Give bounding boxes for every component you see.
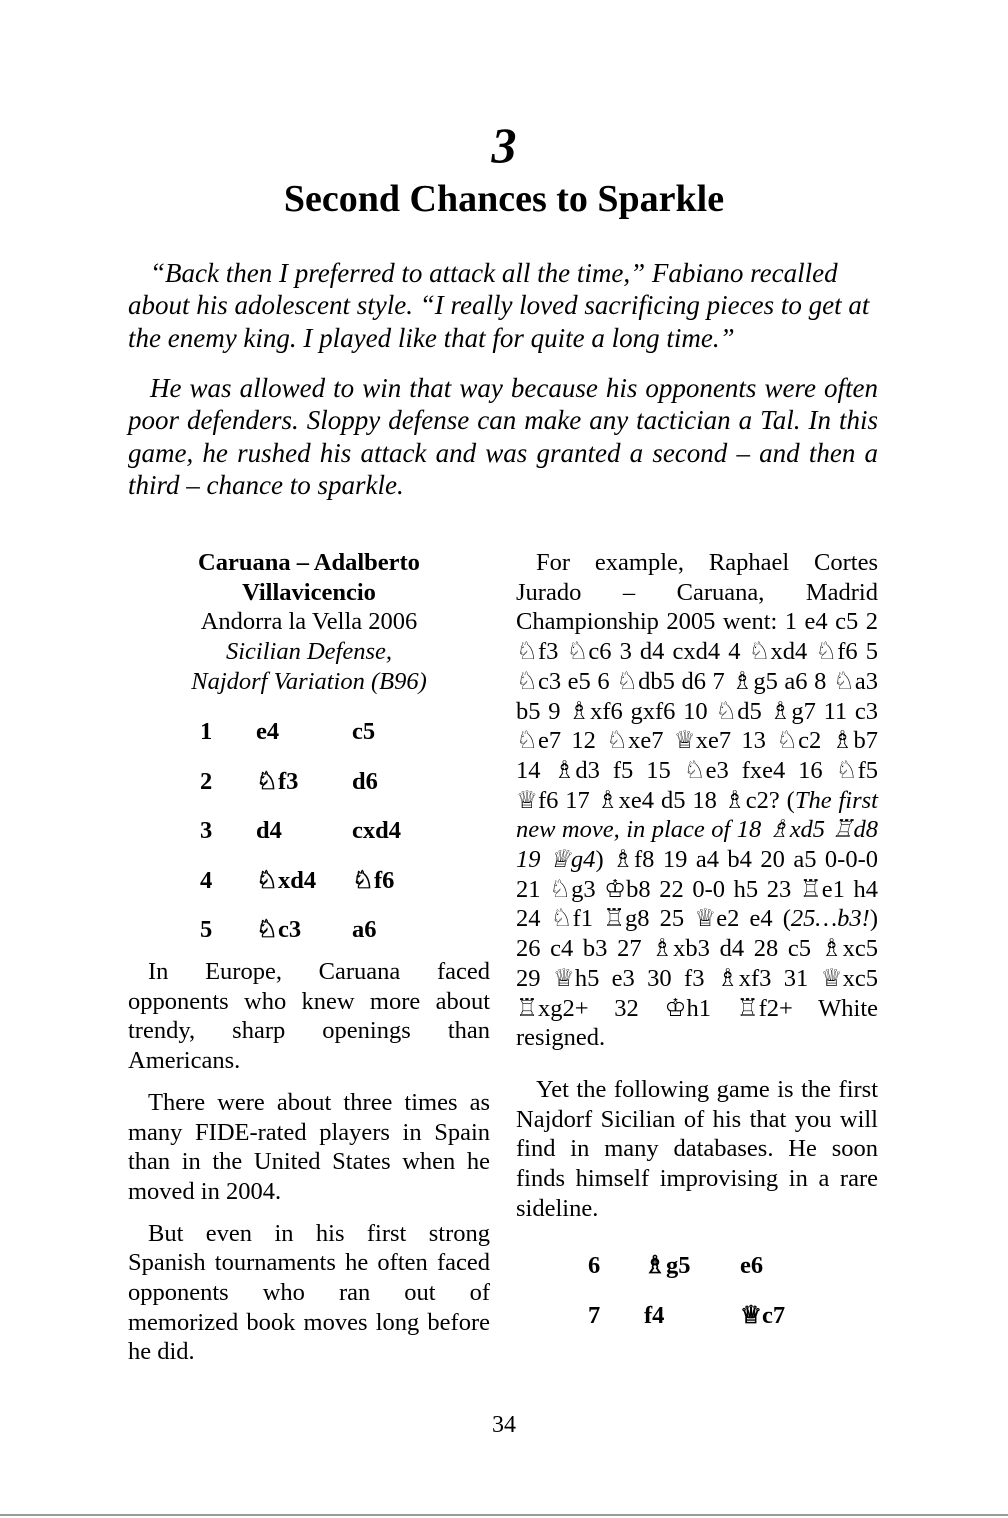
intro-commentary bbox=[128, 372, 878, 501]
white-move: f4 bbox=[644, 1301, 665, 1329]
game-header bbox=[128, 548, 490, 697]
move-row bbox=[200, 856, 401, 906]
example-text-3: ) 26 c4 b3 27 ♗xb3 d4 28 c5 ♗xc5 29 ♕h5 e3 30 f3 ♗xf3 31 ♕xc5 ♖xg2+ 32 ♔h1 ♖f2+ White resigned. bbox=[516, 905, 878, 1052]
move-number: 1 bbox=[200, 718, 213, 746]
black-move: e6 bbox=[740, 1252, 764, 1280]
example-text-2: ) ♗f8 19 a4 b4 20 a5 0-0-0 21 ♘g3 ♔b8 22 0-0 h5 23 ♖e1 h4 24 ♘f1 ♖g8 25 ♕e2 e4 ( bbox=[516, 846, 878, 933]
moves-table bbox=[200, 708, 401, 956]
move-number: 7 bbox=[588, 1301, 601, 1329]
page-bottom-rule bbox=[0, 1514, 1008, 1516]
chapter-number: 3 bbox=[491, 117, 517, 173]
black-move: ♘f6 bbox=[352, 866, 395, 894]
black-move: a6 bbox=[352, 916, 377, 944]
move-row bbox=[200, 906, 401, 956]
black-move: ♕c7 bbox=[740, 1301, 786, 1329]
game-opening-line-2: Najdorf Variation (B96) bbox=[191, 667, 427, 695]
white-move: e4 bbox=[256, 718, 280, 746]
black-move: cxd4 bbox=[352, 817, 401, 845]
black-move: c5 bbox=[352, 718, 376, 746]
game-players-line-2: Villavicencio bbox=[242, 578, 376, 606]
move-number: 5 bbox=[200, 916, 213, 944]
left-paragraph-2: There were about three times as many FIDE-rated players in Spain than in the United States when he moved in 2004. bbox=[128, 1088, 490, 1205]
white-move: ♗g5 bbox=[644, 1252, 691, 1280]
right-column bbox=[516, 548, 878, 1340]
right-paragraph-2: Yet the following game is the first Najdorf Sicilian of his that you will find in many databases. He soon finds himself improvising in a rare sideline. bbox=[516, 1075, 878, 1222]
example-note-2: 25…b3! bbox=[790, 905, 870, 933]
move-row bbox=[200, 708, 401, 758]
move-number: 2 bbox=[200, 767, 213, 795]
white-move: ♘c3 bbox=[256, 916, 302, 944]
example-note-1: The first new move, in place of 18 ♗xd5 ♖d8 19 ♕g4 bbox=[516, 786, 878, 874]
white-move: ♘f3 bbox=[256, 767, 299, 795]
example-text-1: For example, Raphael Cortes Jurado – Caruana, Madrid Championship 2005 went: 1 e4 c5 2 ♘f3 ♘c6 3 d4 cxd4 4 ♘xd4 ♘f6 5 ♘c3 e5 6 ♘db5 d6 7 ♗g5 a6 8 ♘a3 b5 9 ♗xf6 gxf6 10 ♘d5 ♗g7 11 c3 ♘e7 12 ♘xe7 ♕xe7 13 ♘c2 ♗b7 14 ♗d3 f5 15 ♘e3 fxe4 16 ♘f5 ♕f6 17 ♗xe4 d5 18 ♗c2? ( bbox=[516, 549, 878, 814]
intro-quote bbox=[128, 257, 878, 354]
move-row bbox=[588, 1241, 785, 1291]
move-row bbox=[588, 1291, 785, 1341]
page-number: 34 bbox=[492, 1412, 516, 1438]
move-row bbox=[200, 807, 401, 857]
white-move: ♘xd4 bbox=[256, 866, 317, 894]
move-number: 4 bbox=[200, 866, 213, 894]
move-row bbox=[200, 757, 401, 807]
moves-table-continued bbox=[588, 1241, 785, 1340]
game-players-line-1: Caruana – Adalberto bbox=[198, 549, 420, 576]
left-paragraph-1: In Europe, Caruana faced opponents who knew more about trendy, sharp openings than Americans. bbox=[128, 958, 490, 1075]
move-number: 6 bbox=[588, 1252, 601, 1280]
left-column bbox=[128, 548, 490, 1367]
black-move: d6 bbox=[352, 767, 378, 795]
intro-paragraph-1: “Back then I preferred to attack all the time,” Fabiano recalled about his adolescent style. “I really loved sacrificing pieces to get at the enemy king. I played like that for quite a long time.” bbox=[128, 258, 870, 353]
white-move: d4 bbox=[256, 817, 282, 845]
intro-paragraph-2: He was allowed to win that way because his opponents were often poor defenders. Sloppy defense can make any tactician a Tal. In this game, he rushed his attack and was granted a second – and then a third – chance to sparkle. bbox=[128, 373, 878, 500]
game-event: Andorra la Vella 2006 bbox=[200, 608, 418, 636]
move-number: 3 bbox=[200, 817, 213, 845]
left-paragraph-3: But even in his first strong Spanish tournaments he often faced opponents who ran out of memorized book moves long before he did. bbox=[128, 1219, 490, 1366]
game-opening-line-1: Sicilian Defense, bbox=[225, 638, 392, 666]
chapter-title: Second Chances to Sparkle bbox=[283, 178, 725, 220]
example-game-paragraph bbox=[516, 548, 878, 1053]
